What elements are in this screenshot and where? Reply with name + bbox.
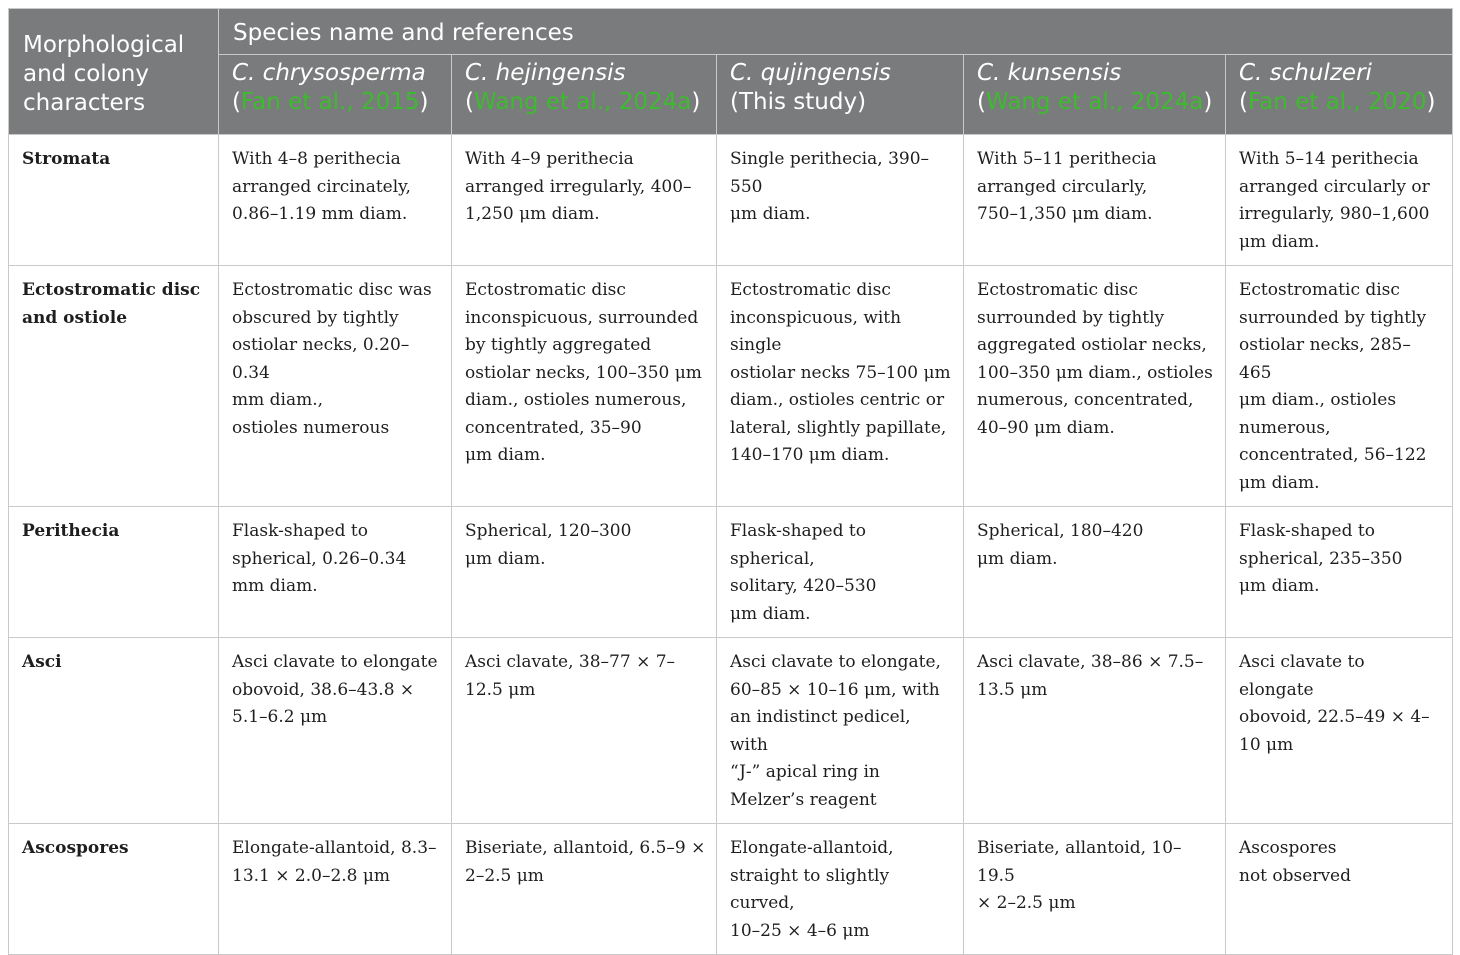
table-cell: Elongate-allantoid, straight to slightly curved, 10–25 × 4–6 μm xyxy=(717,824,964,955)
table-cell: Biseriate, allantoid, 6.5–9 × 2–2.5 μm xyxy=(452,824,717,955)
table-cell: Ectostromatic disc surrounded by tightly aggregated ostiolar necks, 100–350 μm diam., ostioles numerous, concentrated, 40–90 μm diam. xyxy=(964,266,1226,507)
species-name: C. chrysosperma xyxy=(232,60,426,86)
table-cell: Ascospores not observed xyxy=(1226,824,1453,955)
table-cell: With 5–14 perithecia arranged circularly or irregularly, 980–1,600 μm diam. xyxy=(1226,135,1453,266)
species-name: C. qujingensis xyxy=(730,60,891,86)
species-comparison-table xyxy=(8,8,1453,955)
row-header: Ascospores xyxy=(9,824,219,955)
reference-link[interactable]: Wang et al., 2024a xyxy=(473,89,692,115)
reference-link[interactable]: Fan et al., 2020 xyxy=(1247,89,1427,115)
table-row-ascospores xyxy=(9,824,1453,955)
reference-link[interactable]: Wang et al., 2024a xyxy=(985,89,1204,115)
species-header-2: C. hejingensis (Wang et al., 2024a) xyxy=(452,55,717,135)
species-header-5: C. schulzeri (Fan et al., 2020) xyxy=(1226,55,1453,135)
reference-link[interactable]: Fan et al., 2015 xyxy=(240,89,420,115)
table-row-perithecia xyxy=(9,507,1453,638)
table-cell: Asci clavate to elongate obovoid, 22.5–49 × 4– 10 μm xyxy=(1226,638,1453,824)
table-cell: Flask-shaped to spherical, solitary, 420–530 μm diam. xyxy=(717,507,964,638)
row-header: Stromata xyxy=(9,135,219,266)
table-cell: Ectostromatic disc inconspicuous, surrounded by tightly aggregated ostiolar necks, 100–350 μm diam., ostioles numerous, concentrated, 35–90 μm diam. xyxy=(452,266,717,507)
table-cell: Asci clavate to elongate obovoid, 38.6–43.8 × 5.1–6.2 μm xyxy=(219,638,452,824)
table-cell: Ectostromatic disc was obscured by tightly ostiolar necks, 0.20–0.34 mm diam., ostioles numerous xyxy=(219,266,452,507)
table-row-asci xyxy=(9,638,1453,824)
table-cell: With 4–9 perithecia arranged irregularly, 400– 1,250 μm diam. xyxy=(452,135,717,266)
table-cell: Ectostromatic disc surrounded by tightly ostiolar necks, 285–465 μm diam., ostioles numerous, concentrated, 56–122 μm diam. xyxy=(1226,266,1453,507)
table-body xyxy=(9,135,1453,955)
table-cell: Ectostromatic disc inconspicuous, with single ostiolar necks 75–100 μm diam., ostioles centric or lateral, slightly papillate, 140–170 μm diam. xyxy=(717,266,964,507)
species-name: C. schulzeri xyxy=(1239,60,1372,86)
table-cell: Asci clavate, 38–86 × 7.5– 13.5 μm xyxy=(964,638,1226,824)
row-header: Asci xyxy=(9,638,219,824)
table-cell: Flask-shaped to spherical, 235–350 μm diam. xyxy=(1226,507,1453,638)
row-header: Perithecia xyxy=(9,507,219,638)
species-header-3: C. qujingensis (This study) xyxy=(717,55,964,135)
table-cell: With 5–11 perithecia arranged circularly, 750–1,350 μm diam. xyxy=(964,135,1226,266)
reference-text: This study xyxy=(738,89,858,115)
row-header: Ectostromatic disc and ostiole xyxy=(9,266,219,507)
table-cell: Flask-shaped to spherical, 0.26–0.34 mm diam. xyxy=(219,507,452,638)
table-cell: Elongate-allantoid, 8.3– 13.1 × 2.0–2.8 μm xyxy=(219,824,452,955)
header-row-species xyxy=(9,55,1453,135)
table-cell: With 4–8 perithecia arranged circinately, 0.86–1.19 mm diam. xyxy=(219,135,452,266)
table-row-ectostromatic-disc xyxy=(9,266,1453,507)
table-header xyxy=(9,9,1453,135)
table-cell: Asci clavate to elongate, 60–85 × 10–16 μm, with an indistinct pedicel, with “J-” apical ring in Melzer’s reagent xyxy=(717,638,964,824)
species-name: C. hejingensis xyxy=(465,60,626,86)
table-row-stromata xyxy=(9,135,1453,266)
table-cell: Spherical, 180–420 μm diam. xyxy=(964,507,1226,638)
species-group-header: Species name and references xyxy=(219,9,1453,55)
species-header-1: C. chrysosperma (Fan et al., 2015) xyxy=(219,55,452,135)
comparison-table-container xyxy=(8,8,1452,955)
table-cell: Biseriate, allantoid, 10–19.5 × 2–2.5 μm xyxy=(964,824,1226,955)
header-row-group xyxy=(9,9,1453,55)
corner-header: Morphological and colony characters xyxy=(9,9,219,135)
species-header-4: C. kunsensis (Wang et al., 2024a) xyxy=(964,55,1226,135)
table-cell: Spherical, 120–300 μm diam. xyxy=(452,507,717,638)
table-cell: Single perithecia, 390–550 μm diam. xyxy=(717,135,964,266)
species-name: C. kunsensis xyxy=(977,60,1122,86)
table-cell: Asci clavate, 38–77 × 7– 12.5 μm xyxy=(452,638,717,824)
